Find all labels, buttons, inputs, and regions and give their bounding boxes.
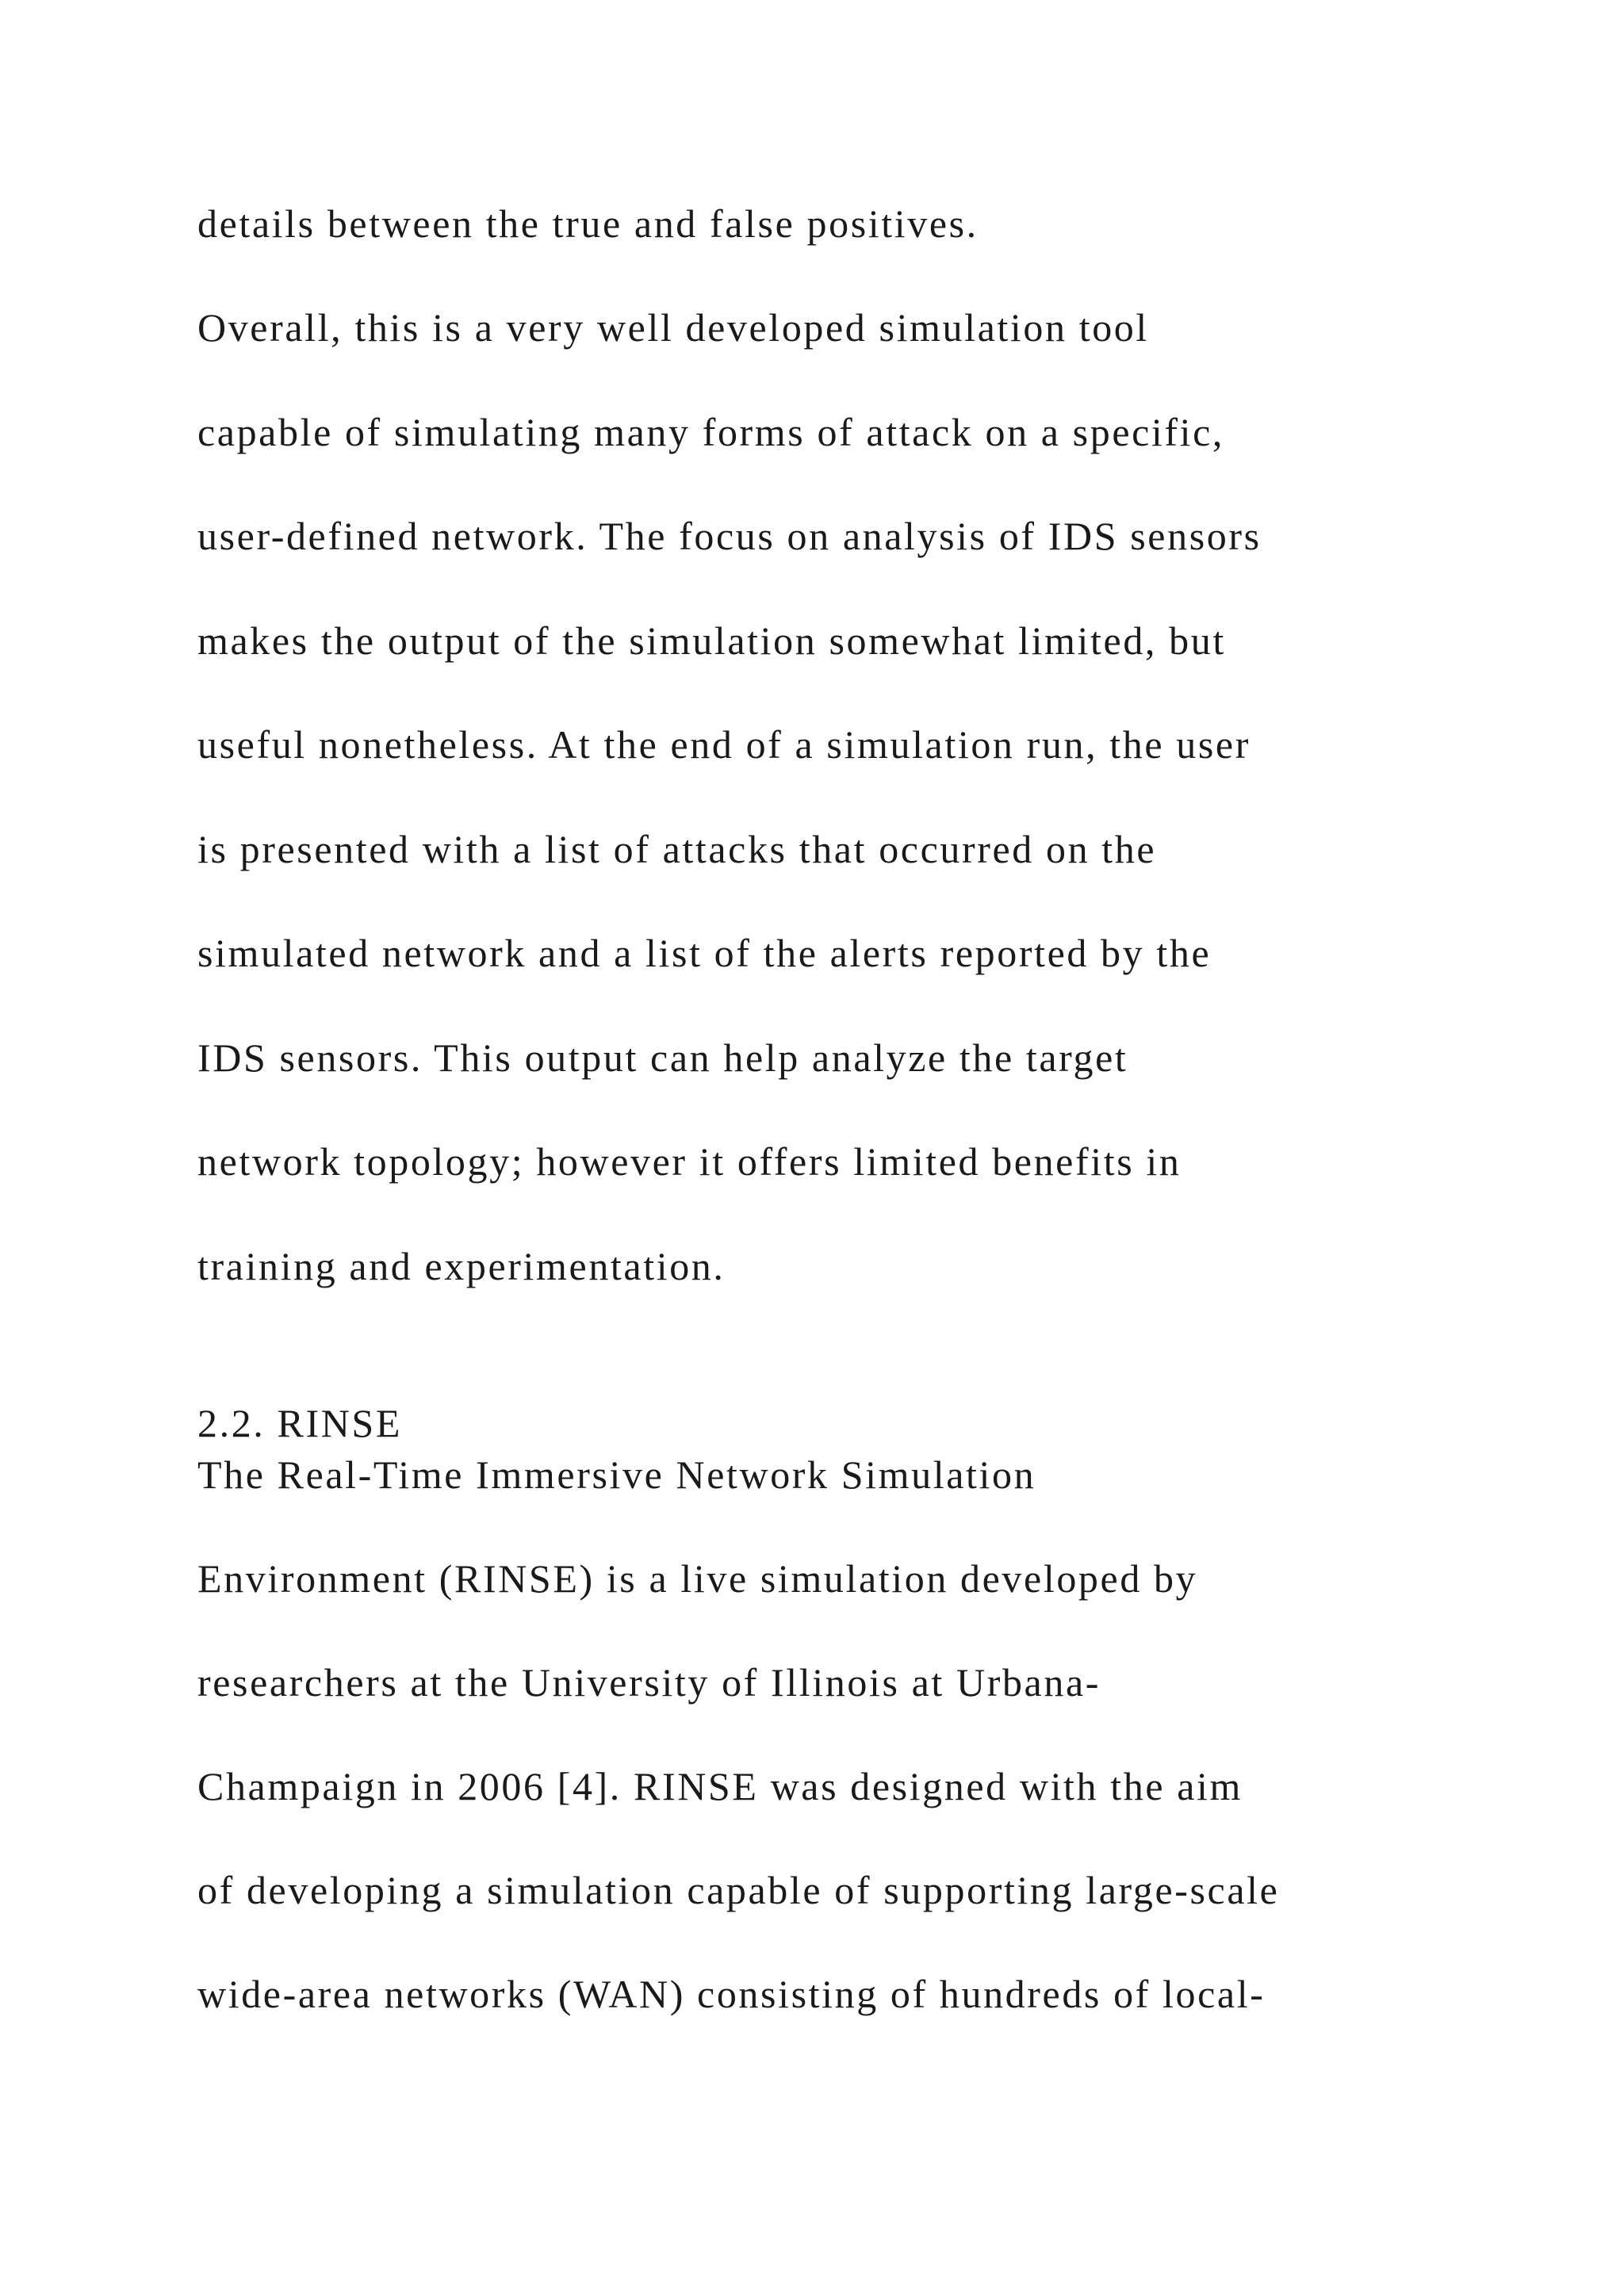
text-line: useful nonetheless. At the end of a simulation run, the user <box>197 722 1251 767</box>
text-line: IDS sensors. This output can help analyze the target <box>197 1035 1128 1080</box>
text-line: of developing a simulation capable of supporting large-scale <box>197 1868 1280 1912</box>
text-line: user-defined network. The focus on analysis of IDS sensors <box>197 514 1262 558</box>
text-line: wide-area networks (WAN) consisting of hundreds of local- <box>197 1972 1266 2016</box>
text-line: details between the true and false positives. <box>197 201 979 246</box>
text-line: makes the output of the simulation somewhat limited, but <box>197 618 1226 663</box>
text-line: Environment (RINSE) is a live simulation developed by <box>197 1556 1198 1601</box>
text-line: simulated network and a list of the alerts reported by the <box>197 931 1212 975</box>
text-line: Champaign in 2006 [4]. RINSE was designed with the aim <box>197 1764 1243 1808</box>
section-heading: 2.2. RINSE <box>197 1401 402 1445</box>
text-line: researchers at the University of Illinois at Urbana- <box>197 1660 1101 1705</box>
text-line: is presented with a list of attacks that occurred on the <box>197 827 1157 871</box>
text-line: The Real-Time Immersive Network Simulation <box>197 1452 1036 1497</box>
text-line: Overall, this is a very well developed simulation tool <box>197 305 1149 350</box>
text-line: training and experimentation. <box>197 1244 726 1288</box>
text-line: capable of simulating many forms of attack on a specific, <box>197 410 1225 454</box>
text-line: network topology; however it offers limited benefits in <box>197 1139 1182 1184</box>
